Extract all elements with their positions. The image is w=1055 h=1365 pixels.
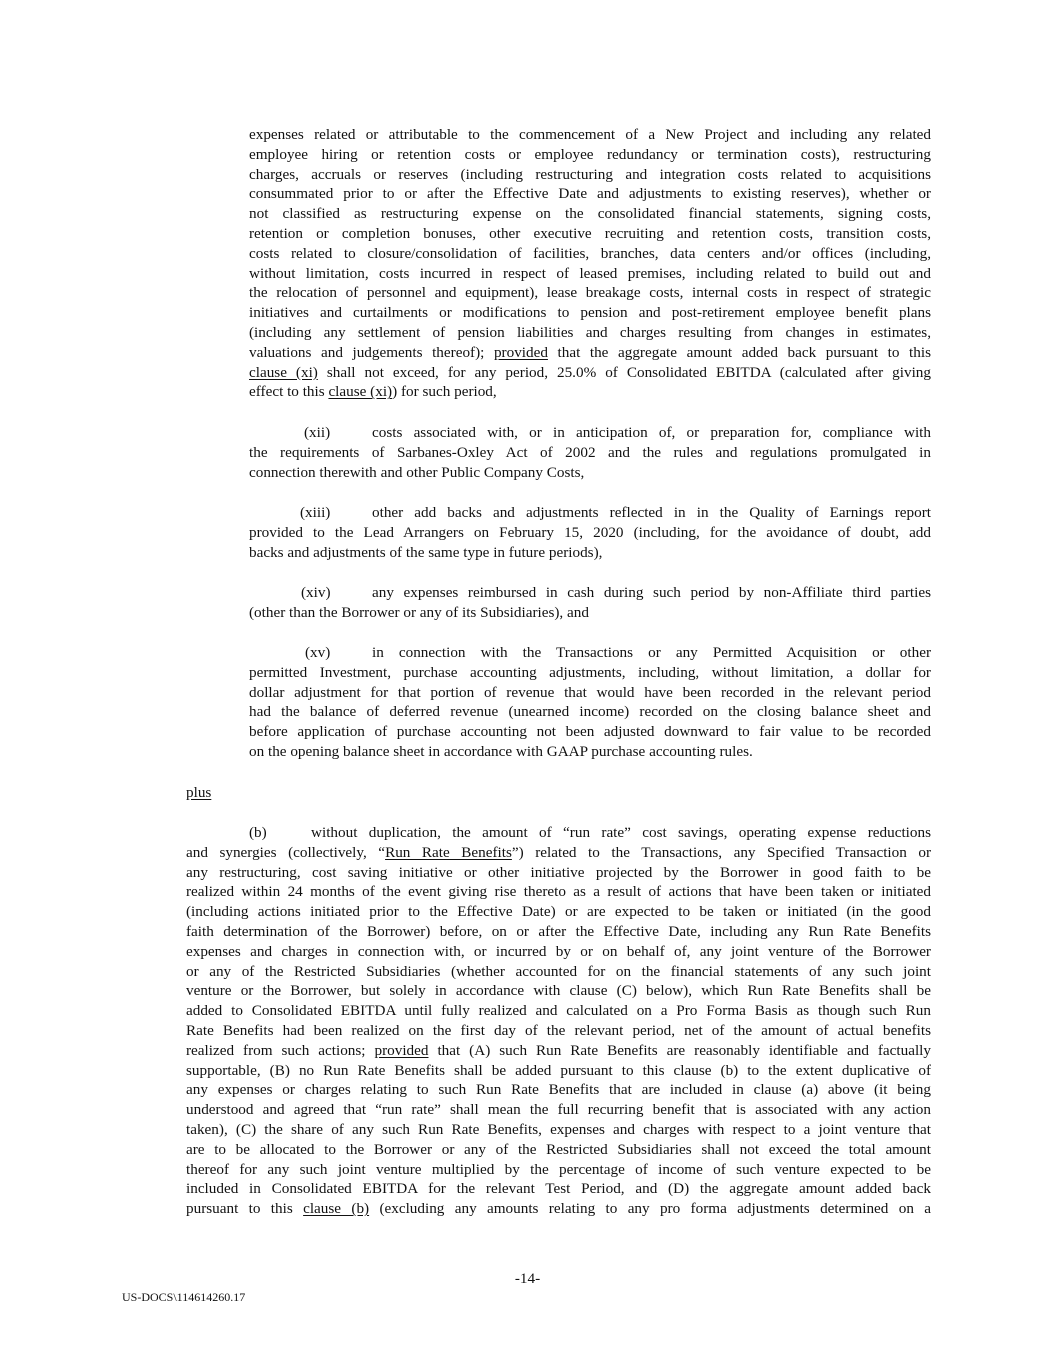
text-line: faith determination of the Borrower) before, on or after the Effective Date, including any Run Rate Benefits <box>186 922 931 940</box>
text-line: added to Consolidated EBITDA until fully realized and calculated on a Pro Forma Basis as though such Run <box>186 1002 931 1020</box>
clause-number-b: (b) <box>249 824 267 841</box>
text-fragment: and synergies (collectively, “ <box>186 843 386 861</box>
text-line: Rate Benefits had been realized on the first day of the relevant period, net of the amount of actual benefits <box>186 1021 931 1039</box>
text-line: (including any settlement of pension liabilities and charges resulting from changes in estimates, <box>249 323 931 341</box>
text-line: understood and agreed that “run rate” shall mean the full recurring benefit that is associated with any action <box>186 1101 931 1119</box>
text-line: (other than the Borrower or any of its Subsidiaries), and <box>249 603 589 621</box>
text-line: without limitation, costs incurred in respect of leased premises, including related to build out and <box>249 264 931 282</box>
text-line: without duplication, the amount of “run rate” cost savings, operating expense reductions <box>311 824 931 841</box>
text-line <box>186 1041 931 1061</box>
text-line: or any of the Restricted Subsidiaries (whether accounted for on the financial statements of any such joint <box>186 962 931 980</box>
text-line: (including actions initiated prior to the Effective Date) or are expected to be taken or initiated (in the good <box>186 903 931 921</box>
plus-connector: plus <box>186 784 212 801</box>
clause-xv <box>249 643 931 762</box>
text-line: initiatives and curtailments or modifications to pension and post-retirement employee benefit plans <box>249 304 931 322</box>
text-line: before application of purchase accounting not been adjusted downward to fair value to be recorded <box>249 723 931 741</box>
text-line: retention or completion bonuses, other executive recruiting and retention costs, transition costs, <box>249 224 931 242</box>
clause-b <box>186 823 931 1219</box>
text-line: connection therewith and other Public Company Costs, <box>249 463 585 481</box>
text-line: supportable, (B) no Run Rate Benefits shall be added pursuant to this clause (b) to the extent duplicative of <box>186 1061 931 1079</box>
text-line: taken), (C) the share of any such Run Rate Benefits, expenses and charges with respect to a joint venture that <box>186 1120 931 1138</box>
page-number: -14- <box>514 1270 541 1287</box>
text-fragment: realized from such actions; <box>186 1041 375 1059</box>
text-line: included in Consolidated EBITDA for the relevant Test Period, and (D) the aggregate amount added back <box>186 1180 931 1198</box>
text-line: not classified as restructuring expense on the consolidated financial statements, signing costs, <box>249 205 931 223</box>
text-line: the requirements of Sarbanes-Oxley Act of 2002 and the rules and regulations promulgated in <box>249 443 931 461</box>
text-line: permitted Investment, purchase accounting adjustments, including, without limitation, a dollar for <box>249 663 931 681</box>
text-line: provided to the Lead Arrangers on February 15, 2020 (including, for the avoidance of doubt, add <box>249 523 931 541</box>
text-fragment: shall not exceed, for any period, 25.0% of Consolidated EBITDA (calculated after giving <box>317 363 931 381</box>
text-fragment: ”) related to the Transactions, any Specified Transaction or <box>511 843 931 861</box>
text-line: are to be allocated to the Borrower or any of the Restricted Subsidiaries shall not exceed the total amount <box>186 1140 931 1158</box>
text-line <box>249 382 931 402</box>
clause-reference: clause (xi) <box>328 383 393 401</box>
text-line: in connection with the Transactions or any Permitted Acquisition or other <box>372 644 931 661</box>
text-line: other add backs and adjustments reflected in in the Quality of Earnings report <box>372 504 931 521</box>
text-fragment: pursuant to this <box>186 1200 304 1218</box>
text-line: costs related to closure/consolidation of facilities, branches, data centers and/or offices (including, <box>249 244 931 262</box>
text-line: any expenses or charges relating to such Run Rate Benefits that are included in clause (a) above (it being <box>186 1081 931 1099</box>
text-line: realized within 24 months of the event giving rise thereto as a result of actions that have been taken or initiated <box>186 883 931 901</box>
text-fragment: effect to this <box>249 383 329 401</box>
clause-xiii <box>249 503 931 562</box>
text-line <box>249 343 931 363</box>
document-id: US-DOCS\114614260.17 <box>122 1290 246 1304</box>
text-fragment: valuations and judgements thereof); <box>249 343 494 361</box>
clause-number-xiv: (xiv) <box>301 584 331 601</box>
clause-xii <box>249 423 931 482</box>
text-line: any expenses reimbursed in cash during such period by non-Affiliate third parties <box>372 584 931 601</box>
clause-reference: clause (xi) <box>249 363 318 381</box>
text-fragment: (excluding any amounts relating to any pro forma adjustments determined on a <box>369 1200 931 1218</box>
text-line: the relocation of personnel and equipment), lease breakage costs, internal costs in respect of strategic <box>249 284 931 302</box>
text-line: charges, accruals or reserves (including restructuring and integration costs related to acquisitions <box>249 165 931 183</box>
text-line: had the balance of deferred revenue (unearned income) recorded on the closing balance sheet and <box>249 703 931 721</box>
provided-term: provided <box>493 343 548 361</box>
text-line: consummated prior to or after the Effective Date and adjustments to existing reserves), whether or <box>249 185 931 203</box>
text-line <box>249 363 931 383</box>
text-line: backs and adjustments of the same type in future periods), <box>249 543 603 561</box>
text-line <box>186 843 931 863</box>
clause-xi-continuation <box>249 125 931 402</box>
text-fragment: ) for such period, <box>392 383 497 401</box>
text-line: expenses and charges in connection with, or incurred by or on behalf of, any joint venture of the Borrower <box>186 942 931 960</box>
clause-number-xv: (xv) <box>305 644 331 661</box>
provided-term: provided <box>374 1041 429 1059</box>
text-line: venture or the Borrower, but solely in accordance with clause (C) below), which Run Rate Benefits shall be <box>186 982 931 1000</box>
defined-term-run-rate-benefits: Run Rate Benefits <box>385 843 512 861</box>
text-fragment: that (A) such Run Rate Benefits are reasonably identifiable and factually <box>428 1041 931 1059</box>
text-line: on the opening balance sheet in accordance with GAAP purchase accounting rules. <box>249 742 753 760</box>
text-line: dollar adjustment for that portion of revenue that would have been recorded in the relevant period <box>249 683 931 701</box>
text-line: costs associated with, or in anticipation of, or preparation for, compliance with <box>372 424 931 441</box>
clause-number-xiii: (xiii) <box>300 504 331 521</box>
clause-reference: clause (b) <box>303 1200 370 1218</box>
text-line: thereof for any such joint venture multiplied by the percentage of income of such venture expected to be <box>186 1160 931 1178</box>
text-fragment: that the aggregate amount added back pursuant to this <box>547 343 931 361</box>
clause-number-xii: (xii) <box>304 424 331 441</box>
clause-xiv <box>249 583 931 623</box>
text-line <box>186 1199 931 1219</box>
text-line: any restructuring, cost saving initiative or other initiative projected by the Borrower in good faith to be <box>186 863 931 881</box>
text-line: employee hiring or retention costs or employee redundancy or termination costs), restructuring <box>249 145 931 163</box>
text-line: expenses related or attributable to the commencement of a New Project and including any related <box>249 126 931 143</box>
